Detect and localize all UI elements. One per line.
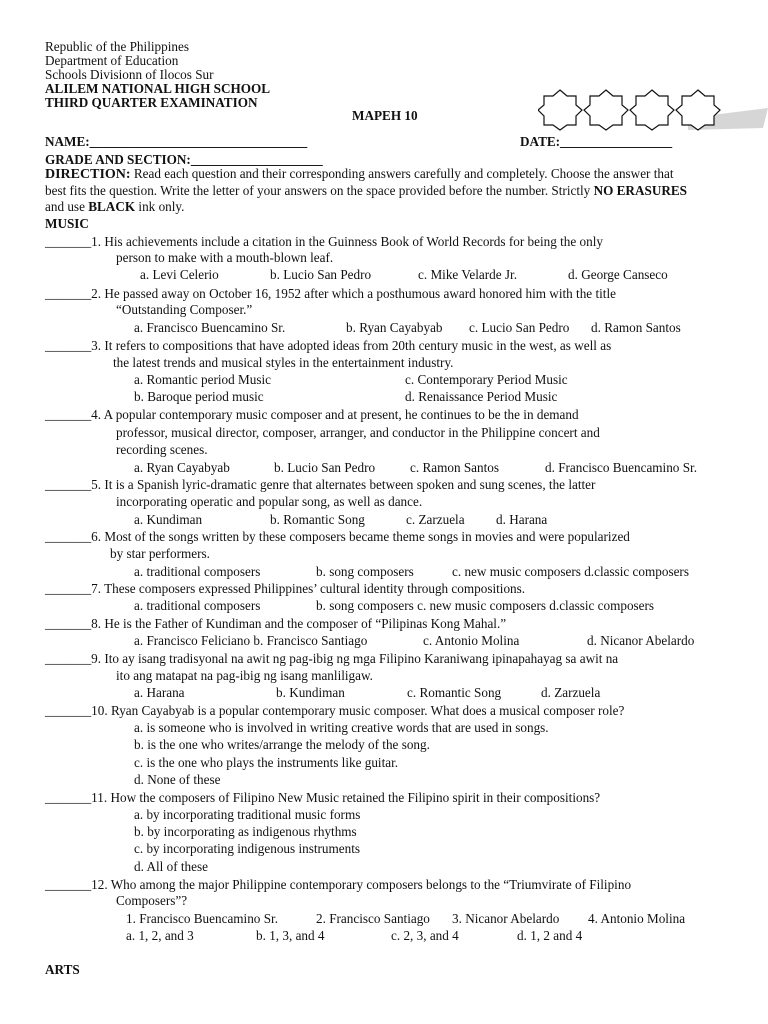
q1-choice-d: d. George Canseco — [568, 267, 668, 282]
name-field[interactable]: NAME:_________________________________ — [45, 134, 308, 149]
q3-choice-b: b. Baroque period music — [134, 389, 264, 404]
q9-choice-b: b. Kundiman — [276, 685, 345, 700]
q11-choice-b: b. by incorporating as indigenous rhythms — [134, 824, 357, 839]
q1-choice-b: b. Lucio San Pedro — [270, 267, 372, 282]
header-department: Department of Education — [45, 53, 179, 68]
q3-choice-a: a. Romantic period Music — [134, 372, 271, 387]
q11-choice-a: a. by incorporating traditional music forms — [134, 807, 361, 822]
direction-text-2: best fits the question. Write the letter of your answers on the space provided before the number. Strictly — [45, 183, 594, 198]
q9-choice-d: d. Zarzuela — [541, 685, 601, 700]
q2-choice-b: b. Ryan Cayabyab — [346, 320, 443, 335]
question-4: _______4. A popular contemporary music composer and at present, he continues to be the in demand — [45, 407, 579, 422]
question-11: _______11. How the composers of Filipino New Music retained the Filipino spirit in their compositions? — [45, 790, 601, 805]
direction-line-3 — [45, 199, 184, 214]
q10-choice-a: a. is someone who is involved in writing creative words that are used in songs. — [134, 720, 549, 735]
q12-option-2: 2. Francisco Santiago — [316, 911, 430, 926]
section-arts: ARTS — [45, 962, 80, 977]
header-division: Schools Divisionn of Ilocos Sur — [45, 67, 214, 82]
q1-choice-c: c. Mike Velarde Jr. — [418, 267, 518, 282]
q4-choice-c: c. Ramon Santos — [410, 460, 500, 475]
question-9: _______9. Ito ay isang tradisyonal na awit ng pag-ibig ng mga Filipino Karaniwang ipinapahayag sa awit na — [45, 651, 619, 666]
direction-text-1: Read each question and their corresponding answers carefully and completely. Choose the answer that — [133, 166, 674, 181]
question-12: _______12. Who among the major Philippine contemporary composers belongs to the “Triumvirate of Filipino — [45, 877, 632, 892]
direction-line-1 — [45, 166, 674, 182]
question-6: _______6. Most of the songs written by these composers became theme songs in movies and were popularized — [45, 529, 630, 544]
q8-choice-c: c. Antonio Molina — [423, 633, 520, 648]
question-9-cont: ito ang matapat na pag-ibig ng isang manliligaw. — [116, 668, 373, 683]
q2-choice-a: a. Francisco Buencamino Sr. — [134, 320, 286, 335]
date-field[interactable]: DATE:_________________ — [520, 134, 673, 149]
question-5-cont: incorporating operatic and popular song, as well as dance. — [116, 494, 423, 509]
q6-choice-cd: c. new music composers d.classic composers — [452, 564, 689, 579]
q8-choice-d: d. Nicanor Abelardo — [587, 633, 695, 648]
direction-line-2 — [45, 183, 687, 198]
q10-choice-c: c. is the one who plays the instruments like guitar. — [134, 755, 399, 770]
grade-section-field[interactable]: GRADE AND SECTION:____________________ — [45, 152, 323, 167]
q4-choice-b: b. Lucio San Pedro — [274, 460, 376, 475]
q6-choice-a: a. traditional composers — [134, 564, 261, 579]
question-2: _______2. He passed away on October 16, 1952 after which a posthumous award honored him with the title — [45, 286, 616, 301]
black-ink-text: BLACK — [88, 199, 136, 214]
question-6-cont: by star performers. — [110, 546, 210, 561]
q4-choice-a: a. Ryan Cayabyab — [134, 460, 230, 475]
question-12-cont: Composers”? — [116, 893, 188, 908]
q2-choice-d: d. Ramon Santos — [591, 320, 681, 335]
q11-choice-c: c. by incorporating indigenous instruments — [134, 841, 360, 856]
question-8: _______8. He is the Father of Kundiman and the composer of “Pilipinas Kong Mahal.” — [45, 616, 507, 631]
question-1-cont: person to make with a mouth-blown leaf. — [116, 250, 334, 265]
direction-text-3c: ink only. — [135, 199, 185, 214]
direction-label: DIRECTION: — [45, 167, 131, 182]
no-erasures-text: NO ERASURES — [593, 183, 687, 198]
section-music: MUSIC — [45, 216, 89, 231]
q1-choice-a: a. Levi Celerio — [140, 267, 219, 282]
question-3: _______3. It refers to compositions that have adopted ideas from 20th century music in the west, as well as — [45, 338, 612, 353]
header-republic: Republic of the Philippines — [45, 39, 189, 54]
q4-choice-d: d. Francisco Buencamino Sr. — [545, 460, 697, 475]
q12-choice-b: b. 1, 3, and 4 — [256, 928, 325, 943]
school-name: ALILEM NATIONAL HIGH SCHOOL — [45, 81, 271, 96]
subject-title: MAPEH 10 — [352, 108, 418, 123]
q12-choice-a: a. 1, 2, and 3 — [126, 928, 194, 943]
q5-choice-c: c. Zarzuela — [406, 512, 465, 527]
q12-option-4: 4. Antonio Molina — [588, 911, 686, 926]
question-5: _______5. It is a Spanish lyric-dramatic genre that alternates between spoken and sung scenes, the latter — [45, 477, 596, 492]
question-10: _______10. Ryan Cayabyab is a popular contemporary music composer. What does a musical composer role? — [45, 703, 625, 718]
exam-title: THIRD QUARTER EXAMINATION — [45, 95, 258, 110]
q12-option-1: 1. Francisco Buencamino Sr. — [126, 911, 278, 926]
question-1: _______1. His achievements include a citation in the Guinness Book of World Records for being the only — [45, 234, 603, 249]
q5-choice-d: d. Harana — [496, 512, 548, 527]
q10-choice-b: b. is the one who writes/arrange the melody of the song. — [134, 737, 430, 752]
q7-choice-a: a. traditional composers — [134, 598, 261, 613]
decorative-stars-graphic — [538, 88, 768, 132]
q9-choice-c: c. Romantic Song — [407, 685, 502, 700]
q5-choice-b: b. Romantic Song — [270, 512, 365, 527]
question-4-cont-2: recording scenes. — [116, 442, 208, 457]
direction-text-3a: and use — [45, 199, 89, 214]
q3-choice-c: c. Contemporary Period Music — [405, 372, 568, 387]
q10-choice-d: d. None of these — [134, 772, 221, 787]
question-2-cont: “Outstanding Composer.” — [116, 302, 253, 317]
question-3-cont: the latest trends and musical styles in the entertainment industry. — [113, 355, 454, 370]
q11-choice-d: d. All of these — [134, 859, 208, 874]
q12-choice-c: c. 2, 3, and 4 — [391, 928, 459, 943]
q12-option-3: 3. Nicanor Abelardo — [452, 911, 560, 926]
q9-choice-a: a. Harana — [134, 685, 185, 700]
q5-choice-a: a. Kundiman — [134, 512, 203, 527]
q6-choice-b: b. song composers — [316, 564, 414, 579]
q2-choice-c: c. Lucio San Pedro — [469, 320, 570, 335]
q8-choice-ab: a. Francisco Feliciano b. Francisco Santiago — [134, 633, 368, 648]
q7-choice-bcd: b. song composers c. new music composers d.classic composers — [316, 598, 655, 613]
q12-choice-d: d. 1, 2 and 4 — [517, 928, 583, 943]
question-4-cont-1: professor, musical director, composer, arranger, and conductor in the Philippine concert and — [116, 425, 600, 440]
question-7: _______7. These composers expressed Philippines’ cultural identity through compositions. — [45, 581, 526, 596]
q3-choice-d: d. Renaissance Period Music — [405, 389, 558, 404]
